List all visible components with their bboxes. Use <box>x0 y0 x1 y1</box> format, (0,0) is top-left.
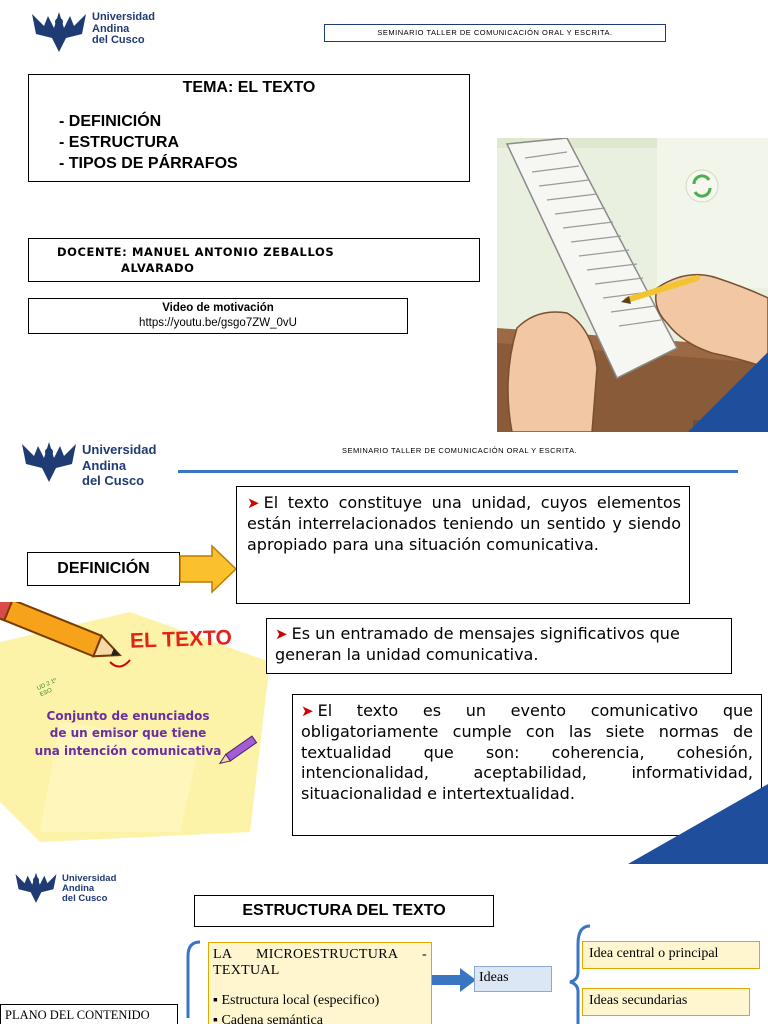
arrow-right-icon <box>178 544 238 594</box>
condor-logo-icon <box>20 434 78 488</box>
corner-decoration <box>688 352 768 432</box>
left-brace-icon <box>178 940 204 1024</box>
video-link[interactable]: https://youtu.be/gsgo7ZW_0vU <box>139 317 297 329</box>
illustration-line3: una intención comunicativa <box>34 743 222 758</box>
tema-item-definicion: - DEFINICIÓN <box>59 113 162 130</box>
definition-text-1: El texto constituye una unidad, cuyos elementos están interrelacionados teniendo un sentido y siendo apropiado para una situación comunicativa. <box>247 493 681 554</box>
condor-logo-icon <box>30 8 88 54</box>
logo-line1: Universidad <box>82 442 157 457</box>
tema-item-estructura: - ESTRUCTURA <box>59 134 179 151</box>
tema-title: TEMA: EL TEXTO <box>182 79 316 96</box>
bullet-arrow-icon: ➤ <box>301 702 314 720</box>
arrow-right-icon <box>432 968 476 992</box>
university-logo <box>20 434 170 490</box>
ideas-label: Ideas <box>479 970 509 985</box>
logo-line3: del Cusco <box>82 473 145 489</box>
seminar-header <box>324 24 666 42</box>
ideas-box <box>474 966 552 992</box>
illustration-line1: Conjunto de enunciados <box>46 709 210 723</box>
definicion-label-box <box>27 552 180 586</box>
header-divider <box>178 470 738 473</box>
condor-logo-icon <box>14 868 58 906</box>
slide-portada <box>0 0 768 432</box>
microestructura-item-2-text: Cadena semántica <box>221 1013 323 1024</box>
illustration-line2: de un emisor que tiene <box>49 726 207 741</box>
logo-line3: del Cusco <box>92 34 145 47</box>
idea-central-box <box>582 941 760 969</box>
video-box <box>28 298 408 334</box>
logo-line2: Andina <box>82 457 127 473</box>
slide-estructura <box>0 864 768 1024</box>
microestructura-item-1-text: Estructura local (especifico) <box>221 993 380 1008</box>
plano-text: PLANO DEL CONTENIDO <box>5 1008 150 1022</box>
ideas-secundarias-box <box>582 988 750 1016</box>
microestructura-item-2: ▪ Cadena semántica <box>213 1013 323 1024</box>
docente-line1: DOCENTE: MANUEL ANTONIO ZEBALLOS <box>57 245 335 259</box>
definition-box-1 <box>236 486 690 604</box>
illustration-small-label: UD 2 1º ESO <box>36 677 58 699</box>
tema-item-tipos: - TIPOS DE PÁRRAFOS <box>59 155 238 172</box>
bullet-arrow-icon: ➤ <box>275 625 288 643</box>
logo-line1: Universidad <box>92 11 155 23</box>
bullet-arrow-icon: ➤ <box>247 494 260 512</box>
illustration-title: EL TEXTO <box>129 626 233 653</box>
tema-box <box>28 74 470 182</box>
el-texto-illustration <box>0 602 270 842</box>
microestructura-box <box>208 942 432 1024</box>
plano-del-contenido <box>0 1004 178 1024</box>
docente-line2: ALVARADO <box>121 261 195 275</box>
university-logo <box>30 8 180 58</box>
estructura-title-box <box>194 895 494 927</box>
logo-line1: Universidad <box>62 873 117 884</box>
logo-line2: Andina <box>92 22 130 35</box>
logo-line2: Andina <box>62 882 95 894</box>
corner-decoration <box>628 784 768 864</box>
microestructura-item-1: ▪ Estructura local (especifico) <box>213 993 380 1008</box>
ideas-secundarias-label: Ideas secundarias <box>589 993 688 1008</box>
logo-line3: del Cusco <box>62 892 108 904</box>
definition-box-2 <box>266 618 732 674</box>
seminar-header-text: SEMINARIO TALLER DE COMUNICACIÓN ORAL Y ESCRITA. <box>377 28 613 37</box>
docente-box <box>28 238 480 282</box>
definition-text-2: Es un entramado de mensajes significativos que generan la unidad comunicativa. <box>275 624 680 664</box>
university-logo <box>14 868 164 914</box>
definition-text-3: El texto es un evento comunicativo que obligatoriamente cumple con las siete normas de textualidad que son: coherencia, cohesión, intencionalidad, aceptabilidad, informatividad, situacionalidad e intertextualidad. <box>301 701 753 804</box>
microestructura-title: LA MICROESTRUCTURA - TEXTUAL <box>213 947 427 979</box>
idea-central-label: Idea central o principal <box>589 946 719 961</box>
definicion-label: DEFINICIÓN <box>57 560 150 577</box>
estructura-title: ESTRUCTURA DEL TEXTO <box>242 902 446 919</box>
video-title: Video de motivación <box>162 302 274 314</box>
seminar-header: SEMINARIO TALLER DE COMUNICACIÓN ORAL Y ESCRITA. <box>342 446 578 455</box>
slide-definicion <box>0 432 768 864</box>
